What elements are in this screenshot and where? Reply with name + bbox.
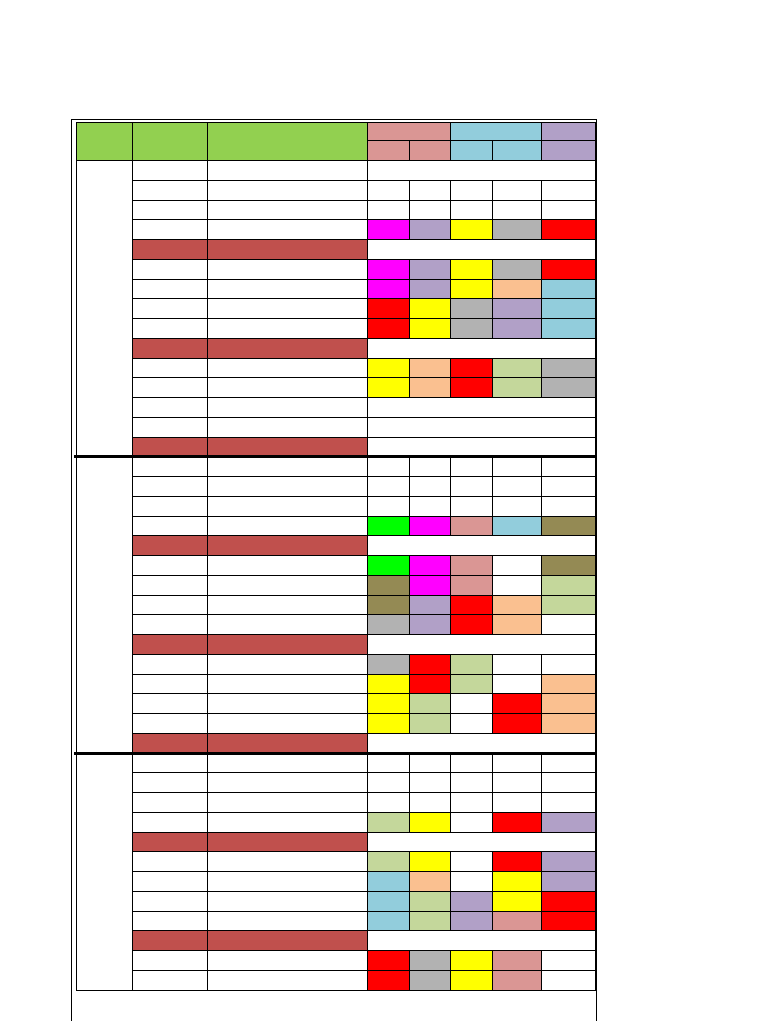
lesson-cell (541, 970, 596, 991)
header-cell-num (132, 122, 208, 161)
num-cell (132, 832, 208, 852)
header-subcell (367, 140, 410, 161)
lesson-cell (492, 555, 542, 576)
lesson-cell (409, 713, 451, 734)
lesson-cell (492, 851, 542, 872)
num-cell (132, 180, 208, 201)
lesson-cell (450, 654, 493, 675)
num-cell (132, 812, 208, 833)
lesson-cell (450, 792, 493, 813)
time-cell (207, 911, 368, 931)
lesson-cell (409, 693, 451, 714)
lesson-cell (450, 476, 493, 497)
lesson-cell (450, 516, 493, 536)
time-cell (207, 298, 368, 319)
num-cell (132, 358, 208, 378)
lesson-cell (541, 871, 596, 892)
num-cell (132, 160, 208, 181)
header-subcell (409, 140, 451, 161)
time-cell (207, 871, 368, 892)
lesson-cell (541, 753, 596, 773)
lesson-cell (492, 200, 542, 220)
lesson-cell (367, 970, 410, 991)
lesson-cell (450, 555, 493, 576)
break-time-cell (207, 733, 368, 754)
lesson-cell (492, 318, 542, 339)
lesson-cell (409, 555, 451, 576)
lesson-cell (492, 792, 542, 813)
lesson-cell (450, 318, 493, 339)
time-cell (207, 160, 368, 181)
break-time-cell (207, 832, 368, 852)
lesson-cell (541, 713, 596, 734)
lesson-cell (541, 476, 596, 497)
lesson-cell (450, 298, 493, 319)
lesson-cell (492, 713, 542, 734)
lesson-cell (541, 358, 596, 378)
lesson-cell (409, 950, 451, 971)
lesson-cell (367, 812, 410, 833)
lesson-cell (450, 377, 493, 398)
merged-cell (367, 239, 596, 260)
lesson-cell (541, 812, 596, 833)
lesson-cell (450, 753, 493, 773)
lesson-cell (492, 891, 542, 912)
lesson-cell (409, 851, 451, 872)
lesson-cell (409, 891, 451, 912)
time-cell (207, 516, 368, 536)
num-cell (132, 259, 208, 280)
time-cell (207, 555, 368, 576)
lesson-cell (367, 595, 410, 615)
lesson-cell (492, 358, 542, 378)
lesson-cell (492, 456, 542, 477)
num-cell (132, 575, 208, 596)
lesson-cell (409, 318, 451, 339)
lesson-cell (409, 180, 451, 201)
num-cell (132, 654, 208, 675)
lesson-cell (409, 219, 451, 240)
lesson-cell (450, 871, 493, 892)
lesson-cell (409, 496, 451, 517)
time-cell (207, 279, 368, 299)
header-subcell (450, 140, 493, 161)
num-cell (132, 634, 208, 655)
lesson-cell (450, 693, 493, 714)
lesson-cell (492, 911, 542, 931)
lesson-cell (541, 456, 596, 477)
lesson-cell (409, 970, 451, 991)
lesson-cell (367, 851, 410, 872)
lesson-cell (492, 298, 542, 319)
lesson-cell (409, 575, 451, 596)
lesson-cell (367, 516, 410, 536)
lesson-cell (541, 851, 596, 872)
time-cell (207, 950, 368, 971)
lesson-cell (450, 851, 493, 872)
lesson-cell (450, 358, 493, 378)
lesson-cell (367, 891, 410, 912)
lesson-cell (409, 812, 451, 833)
lesson-cell (541, 654, 596, 675)
lesson-cell (541, 496, 596, 517)
lesson-cell (450, 180, 493, 201)
break-time-cell (207, 634, 368, 655)
lesson-cell (450, 812, 493, 833)
lesson-cell (492, 871, 542, 892)
header-subcell (492, 140, 542, 161)
lesson-cell (409, 753, 451, 773)
lesson-cell (492, 279, 542, 299)
time-cell (207, 417, 368, 438)
lesson-cell (541, 259, 596, 280)
lesson-cell (367, 476, 410, 497)
lesson-cell (492, 180, 542, 201)
time-cell (207, 496, 368, 517)
time-cell (207, 476, 368, 497)
num-cell (132, 950, 208, 971)
time-cell (207, 772, 368, 793)
num-cell (132, 239, 208, 260)
lesson-cell (450, 496, 493, 517)
num-cell (132, 397, 208, 418)
merged-cell (367, 397, 596, 418)
lesson-cell (541, 891, 596, 912)
time-cell (207, 575, 368, 596)
lesson-cell (492, 772, 542, 793)
lesson-cell (492, 753, 542, 773)
time-cell (207, 614, 368, 635)
header-group-2 (450, 122, 542, 141)
lesson-cell (492, 970, 542, 991)
lesson-cell (450, 259, 493, 280)
lesson-cell (409, 614, 451, 635)
lesson-cell (450, 279, 493, 299)
lesson-cell (367, 358, 410, 378)
lesson-cell (492, 674, 542, 694)
lesson-cell (367, 180, 410, 201)
num-cell (132, 911, 208, 931)
lesson-cell (367, 456, 410, 477)
num-cell (132, 377, 208, 398)
lesson-cell (492, 575, 542, 596)
merged-cell (367, 535, 596, 556)
time-cell (207, 377, 368, 398)
lesson-cell (541, 693, 596, 714)
lesson-cell (450, 219, 493, 240)
lesson-cell (367, 298, 410, 319)
lesson-cell (409, 772, 451, 793)
num-cell (132, 693, 208, 714)
header-subcell (541, 140, 596, 161)
merged-cell (367, 733, 596, 754)
num-cell (132, 219, 208, 240)
time-cell (207, 753, 368, 773)
outer-top-border (71, 119, 596, 120)
lesson-cell (450, 575, 493, 596)
lesson-cell (541, 595, 596, 615)
day-cell (76, 753, 133, 991)
lesson-cell (409, 358, 451, 378)
lesson-cell (492, 476, 542, 497)
num-cell (132, 279, 208, 299)
num-cell (132, 733, 208, 754)
lesson-cell (367, 772, 410, 793)
lesson-cell (450, 614, 493, 635)
time-cell (207, 792, 368, 813)
header-cell-time (207, 122, 368, 161)
lesson-cell (367, 279, 410, 299)
lesson-cell (541, 772, 596, 793)
lesson-cell (367, 911, 410, 931)
lesson-cell (541, 200, 596, 220)
lesson-cell (450, 970, 493, 991)
lesson-cell (541, 318, 596, 339)
lesson-cell (450, 911, 493, 931)
time-cell (207, 219, 368, 240)
lesson-cell (450, 713, 493, 734)
num-cell (132, 555, 208, 576)
num-cell (132, 516, 208, 536)
lesson-cell (450, 456, 493, 477)
lesson-cell (409, 654, 451, 675)
lesson-cell (409, 871, 451, 892)
time-cell (207, 812, 368, 833)
num-cell (132, 792, 208, 813)
lesson-cell (409, 476, 451, 497)
merged-cell (367, 417, 596, 438)
lesson-cell (492, 950, 542, 971)
header-cell-day (76, 122, 133, 161)
lesson-cell (409, 259, 451, 280)
header-group-1 (367, 122, 451, 141)
lesson-cell (492, 614, 542, 635)
num-cell (132, 437, 208, 457)
lesson-cell (367, 713, 410, 734)
num-cell (132, 298, 208, 319)
merged-cell (367, 930, 596, 951)
num-cell (132, 753, 208, 773)
lesson-cell (541, 674, 596, 694)
lesson-cell (450, 200, 493, 220)
num-cell (132, 338, 208, 359)
lesson-cell (367, 259, 410, 280)
lesson-cell (367, 950, 410, 971)
lesson-cell (409, 516, 451, 536)
time-cell (207, 970, 368, 991)
lesson-cell (450, 595, 493, 615)
lesson-cell (367, 219, 410, 240)
time-cell (207, 654, 368, 675)
day-cell (76, 456, 133, 754)
lesson-cell (541, 298, 596, 319)
lesson-cell (541, 279, 596, 299)
time-cell (207, 891, 368, 912)
lesson-cell (409, 200, 451, 220)
time-cell (207, 713, 368, 734)
num-cell (132, 970, 208, 991)
time-cell (207, 397, 368, 418)
lesson-cell (492, 259, 542, 280)
lesson-cell (409, 377, 451, 398)
day-cell (76, 160, 133, 457)
outer-right-border (596, 119, 597, 1021)
num-cell (132, 476, 208, 497)
lesson-cell (541, 575, 596, 596)
num-cell (132, 417, 208, 438)
lesson-cell (450, 772, 493, 793)
lesson-cell (367, 496, 410, 517)
lesson-cell (409, 674, 451, 694)
lesson-cell (409, 456, 451, 477)
break-time-cell (207, 437, 368, 457)
num-cell (132, 772, 208, 793)
num-cell (132, 595, 208, 615)
merged-cell (367, 634, 596, 655)
lesson-cell (541, 555, 596, 576)
lesson-cell (541, 516, 596, 536)
time-cell (207, 180, 368, 201)
lesson-cell (450, 950, 493, 971)
num-cell (132, 930, 208, 951)
break-time-cell (207, 239, 368, 260)
lesson-cell (492, 595, 542, 615)
lesson-cell (367, 200, 410, 220)
merged-cell (367, 338, 596, 359)
time-cell (207, 693, 368, 714)
lesson-cell (492, 219, 542, 240)
lesson-cell (492, 377, 542, 398)
lesson-cell (541, 911, 596, 931)
lesson-cell (367, 674, 410, 694)
lesson-cell (409, 298, 451, 319)
num-cell (132, 496, 208, 517)
num-cell (132, 200, 208, 220)
lesson-cell (541, 219, 596, 240)
break-time-cell (207, 930, 368, 951)
time-cell (207, 318, 368, 339)
lesson-cell (492, 654, 542, 675)
lesson-cell (541, 180, 596, 201)
time-cell (207, 358, 368, 378)
lesson-cell (409, 792, 451, 813)
num-cell (132, 713, 208, 734)
num-cell (132, 535, 208, 556)
lesson-cell (367, 614, 410, 635)
lesson-cell (367, 555, 410, 576)
lesson-cell (367, 575, 410, 596)
lesson-cell (367, 792, 410, 813)
num-cell (132, 871, 208, 892)
lesson-cell (541, 950, 596, 971)
lesson-cell (450, 891, 493, 912)
lesson-cell (492, 496, 542, 517)
num-cell (132, 891, 208, 912)
time-cell (207, 595, 368, 615)
time-cell (207, 851, 368, 872)
merged-cell (367, 437, 596, 457)
lesson-cell (541, 377, 596, 398)
break-time-cell (207, 338, 368, 359)
lesson-cell (541, 792, 596, 813)
lesson-cell (367, 753, 410, 773)
lesson-cell (367, 377, 410, 398)
num-cell (132, 318, 208, 339)
num-cell (132, 614, 208, 635)
lesson-cell (409, 911, 451, 931)
lesson-cell (409, 279, 451, 299)
num-cell (132, 851, 208, 872)
lesson-cell (492, 693, 542, 714)
lesson-cell (492, 516, 542, 536)
num-cell (132, 456, 208, 477)
time-cell (207, 456, 368, 477)
time-cell (207, 259, 368, 280)
lesson-cell (541, 614, 596, 635)
time-cell (207, 200, 368, 220)
merged-cell (367, 160, 596, 181)
header-group-3 (541, 122, 596, 141)
lesson-cell (450, 674, 493, 694)
lesson-cell (492, 812, 542, 833)
outer-left-border (71, 119, 72, 1021)
lesson-cell (367, 654, 410, 675)
time-cell (207, 674, 368, 694)
lesson-cell (409, 595, 451, 615)
lesson-cell (367, 318, 410, 339)
break-time-cell (207, 535, 368, 556)
merged-cell (367, 832, 596, 852)
lesson-cell (367, 693, 410, 714)
lesson-cell (367, 871, 410, 892)
num-cell (132, 674, 208, 694)
